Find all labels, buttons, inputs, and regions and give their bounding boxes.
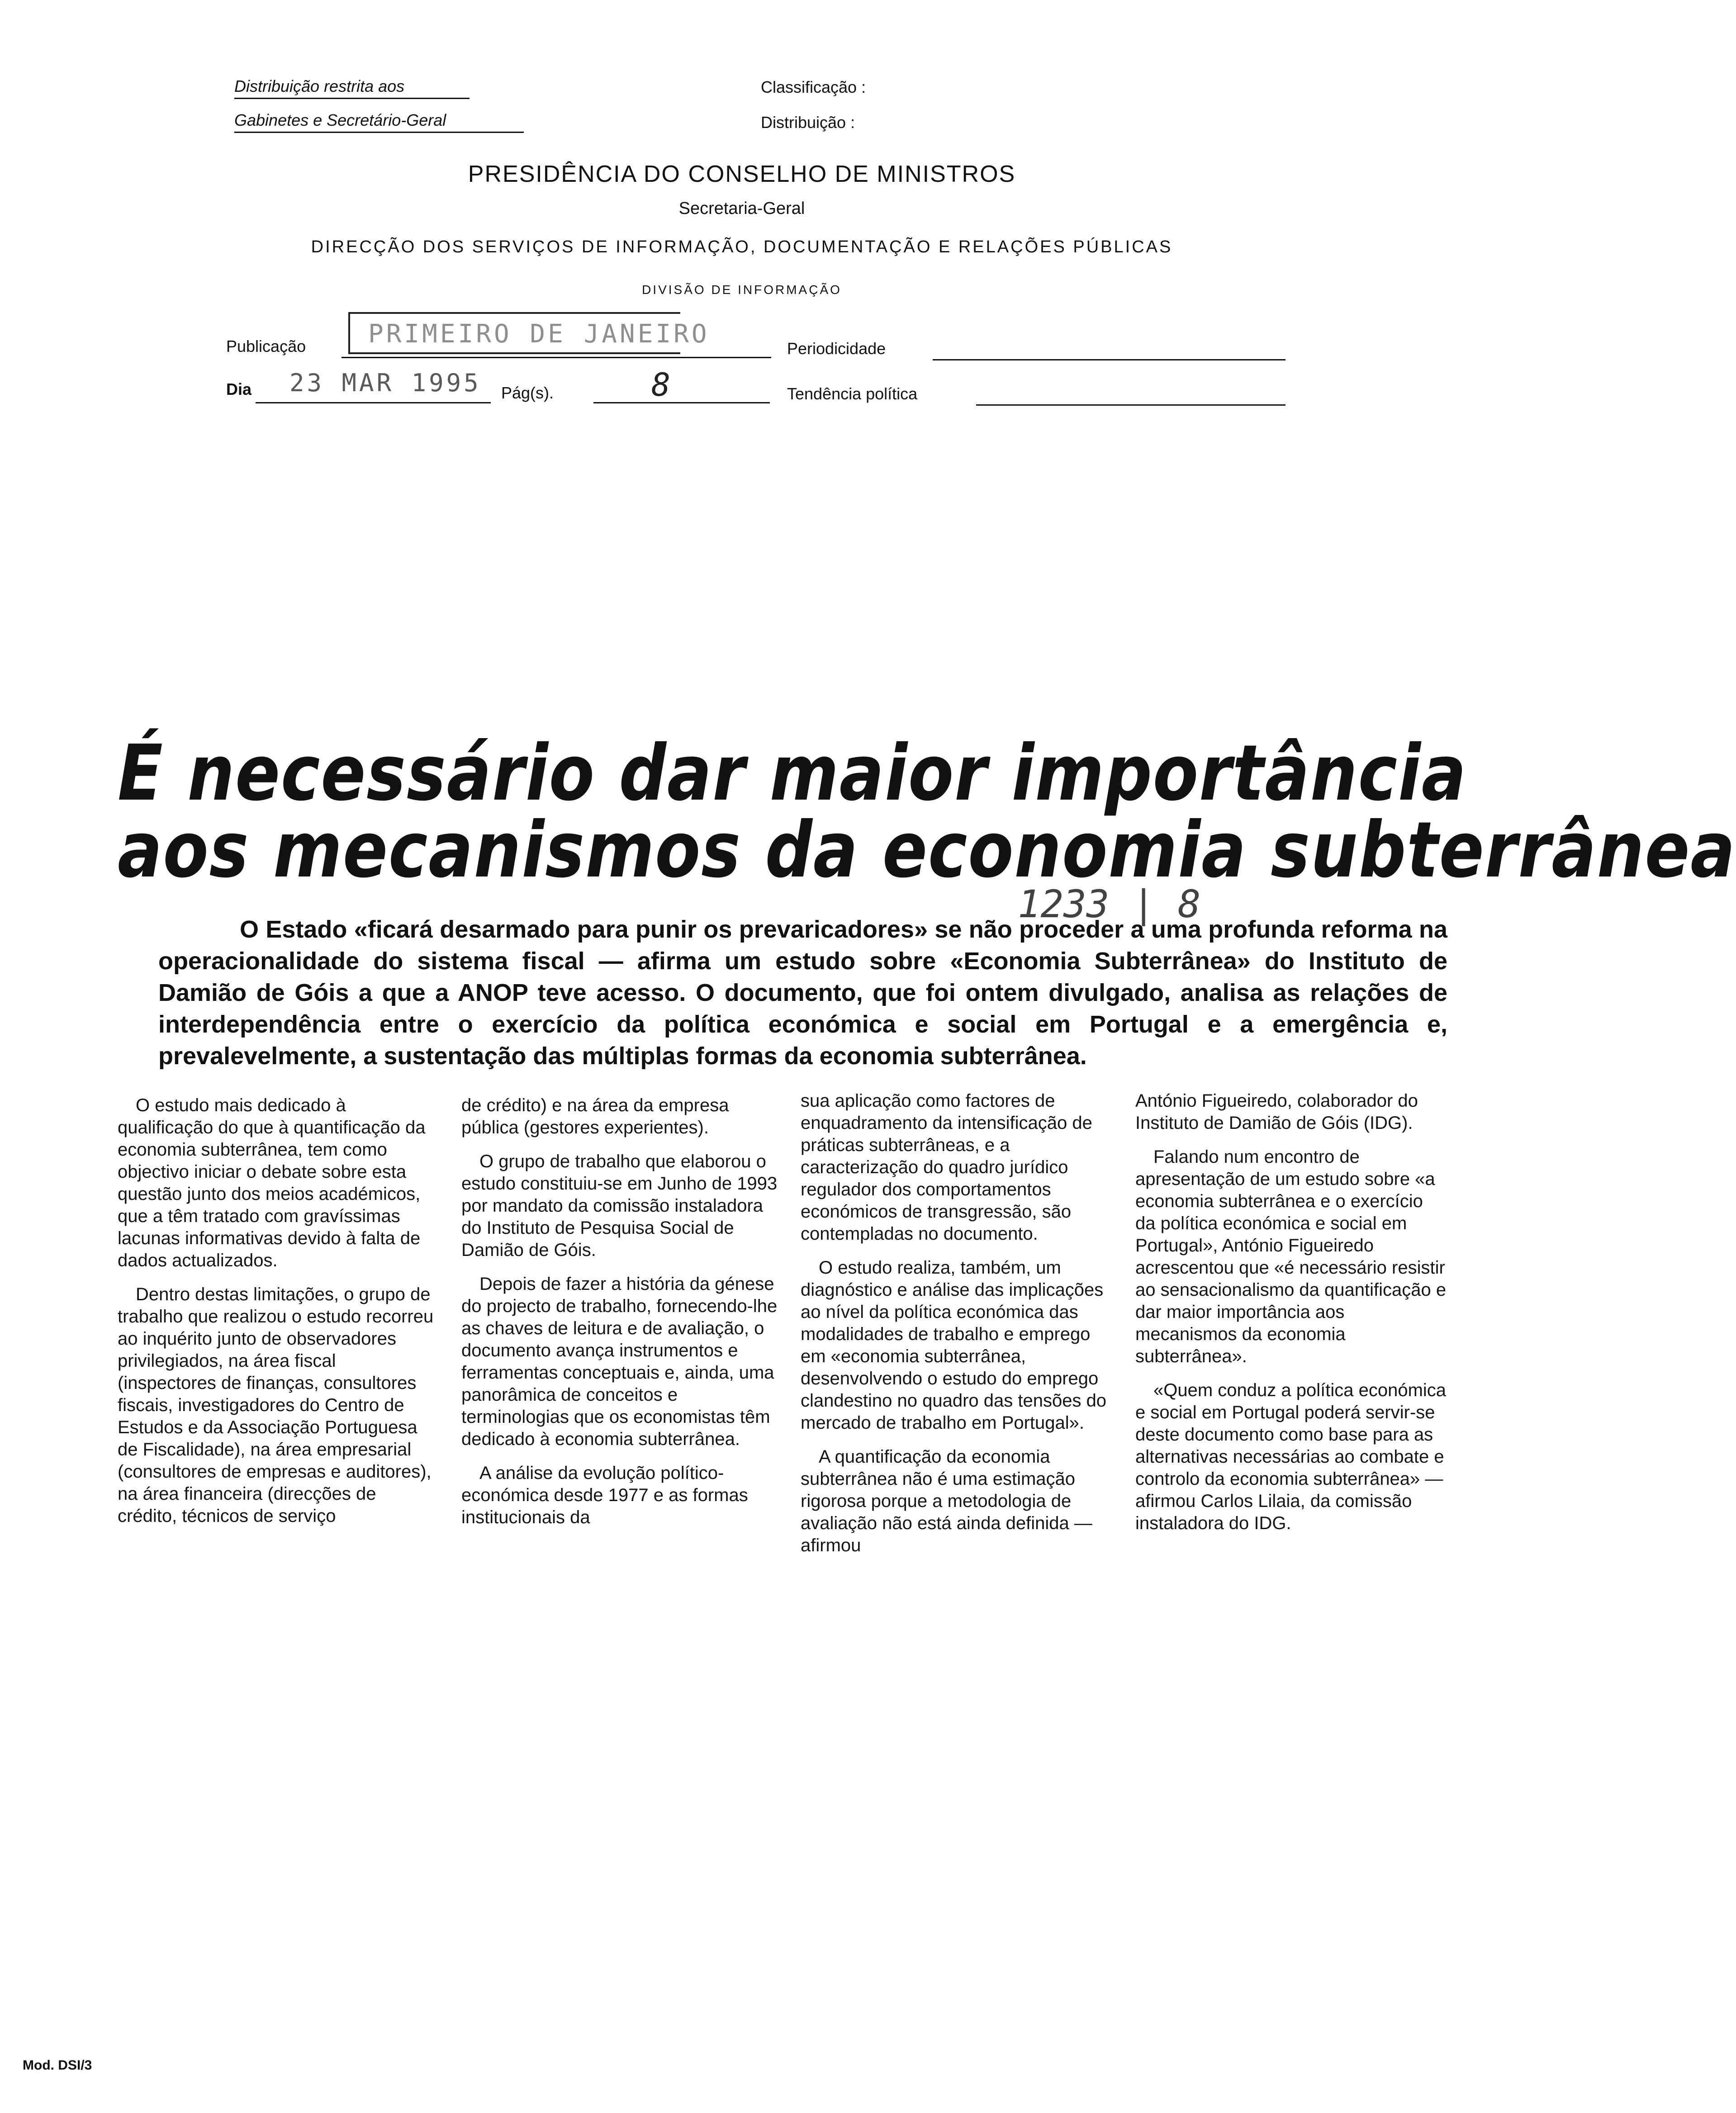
page-title: PRESIDÊNCIA DO CONSELHO DE MINISTROS: [468, 161, 1016, 187]
division-line: DIVISÃO DE INFORMAÇÃO: [642, 283, 842, 297]
headline-line1: É necessário dar maior importância: [118, 729, 1467, 818]
tendencia-label: Tendência política: [787, 384, 918, 403]
column-3-paragraph-1: sua aplicação como factores de enquadramento da intensificação de práticas subterrâneas, e a caracterização do quadro jurídico regulador dos comportamentos económicos de transgressão, são contempladas no documento.: [801, 1091, 1092, 1244]
column-2-paragraph-4: A análise da evolução político-económica desde 1977 e as formas institucionais da: [461, 1463, 748, 1527]
article-column-4: [1135, 1090, 1447, 1546]
distribution-restricted-line2: Gabinetes e Secretário-Geral: [234, 111, 524, 133]
dia-value: 23 MAR 1995: [289, 369, 481, 397]
article-lead: O Estado «ficará desarmado para punir os prevaricadores» se não proceder a uma profunda reforma na operacionalidade do sistema fiscal — afirma um estudo sobre «Economia Subterrânea» do Instituto de Damião de Góis a que a ANOP teve acesso. O documento, que foi ontem divulgado, analisa as relações de interdependência entre o exercício da política económica e social em Portugal e a emergência e, prevalevelmente, a sustentação das múltiplas formas da economia subterrânea.: [158, 916, 1447, 1070]
periodicidade-field-line: [933, 357, 1285, 360]
article-column-3: [801, 1090, 1117, 1568]
article-column-1: [118, 1094, 434, 1539]
headline-line2: aos mecanismos da economia subterrânea: [118, 805, 1736, 895]
distribuicao-label: Distribuição :: [761, 113, 855, 132]
column-3-paragraph-3: A quantificação da economia subterrânea não é uma estimação rigorosa porque a metodologia de avaliação não está ainda definida — afirmou: [801, 1447, 1092, 1555]
column-3-paragraph-2: O estudo realiza, também, um diagnóstico e análise das implicações ao nível da política económica das modalidades de trabalho e emprego em «economia subterrânea, desenvolvendo o estudo do emprego clandestino no quadro das tensões do mercado de trabalho em Portugal».: [801, 1258, 1107, 1433]
newspaper-clipping: [104, 719, 1736, 1555]
form-model-code: Mod. DSI/3: [23, 2058, 92, 2073]
column-2-paragraph-2: O grupo de trabalho que elaborou o estudo constituiu-se em Junho de 1993 por mandato da comissão instaladora do Instituto de Pesquisa Social de Damião de Góis.: [461, 1151, 778, 1260]
column-1-paragraph-2: Dentro destas limitações, o grupo de trabalho que realizou o estudo recorreu ao inquérito junto de observadores privilegiados, na área fiscal (inspectores de finanças, consultores fiscais, investigadores do Centro de Estudos e da Associação Portuguesa de Fiscalidade), na área empresarial (consultores de empresas e auditores), na área financeira (direcções de crédito, técnicos de serviço: [118, 1284, 434, 1526]
dia-label: Dia: [226, 380, 252, 398]
handwritten-annotation: 1233 | 8: [1018, 882, 1201, 926]
column-4-paragraph-3: «Quem conduz a política económica e social em Portugal poderá servir-se deste documento como base para as alternativas necessárias ao combate e controlo da economia subterrânea» — afirmou Carlos Lilaia, da comissão instaladora do IDG.: [1135, 1380, 1447, 1533]
column-1-paragraph-1: O estudo mais dedicado à qualificação do que à quantificação da economia subterrânea, tem como objectivo iniciar o debate sobre esta questão junto dos meios académicos, que a têm tratado com gravíssimas lacunas informativas devido à falta de dados actualizados.: [118, 1095, 426, 1270]
publicacao-label: Publicação: [226, 337, 306, 355]
periodicidade-label: Periodicidade: [787, 339, 886, 358]
dia-field-line: [256, 400, 491, 403]
article-column-2: [461, 1094, 778, 1540]
page-subtitle: Secretaria-Geral: [678, 199, 805, 218]
publicacao-field-line: [342, 355, 771, 358]
distribution-restricted-line1: Distribuição restrita aos: [234, 77, 470, 99]
directorate-line: DIRECÇÃO DOS SERVIÇOS DE INFORMAÇÃO, DOCUMENTAÇÃO E RELAÇÕES PÚBLICAS: [311, 237, 1173, 256]
tendencia-field-line: [976, 403, 1285, 406]
column-4-paragraph-1: António Figueiredo, colaborador do Instituto de Damião de Góis (IDG).: [1135, 1091, 1418, 1133]
column-4-paragraph-2: Falando num encontro de apresentação de um estudo sobre «a economia subterrânea e o exercício da política económica e social em Portugal», António Figueiredo acrescentou que «é necessário resistir ao sensacionalismo da quantificação e dar maior importância aos mecanismos da economia subterrânea».: [1135, 1147, 1447, 1366]
publication-stamp: [348, 312, 710, 354]
column-2-paragraph-1: de crédito) e na área da empresa pública (gestores experientes).: [461, 1095, 729, 1137]
classificacao-label: Classificação :: [761, 78, 866, 96]
column-2-paragraph-3: Depois de fazer a história da génese do projecto de trabalho, fornecendo-lhe as chaves de leitura e de avaliação, o documento avança instrumentos e ferramentas conceptuais e, ainda, uma panorâmica de conceitos e terminologias que os economistas têm dedicado à economia subterrânea.: [461, 1274, 778, 1449]
pags-label: Pág(s).: [501, 384, 554, 402]
pags-field-line: [593, 400, 770, 403]
publication-stamp-text: PRIMEIRO DE JANEIRO: [368, 319, 710, 349]
pags-value: 8: [651, 366, 671, 403]
